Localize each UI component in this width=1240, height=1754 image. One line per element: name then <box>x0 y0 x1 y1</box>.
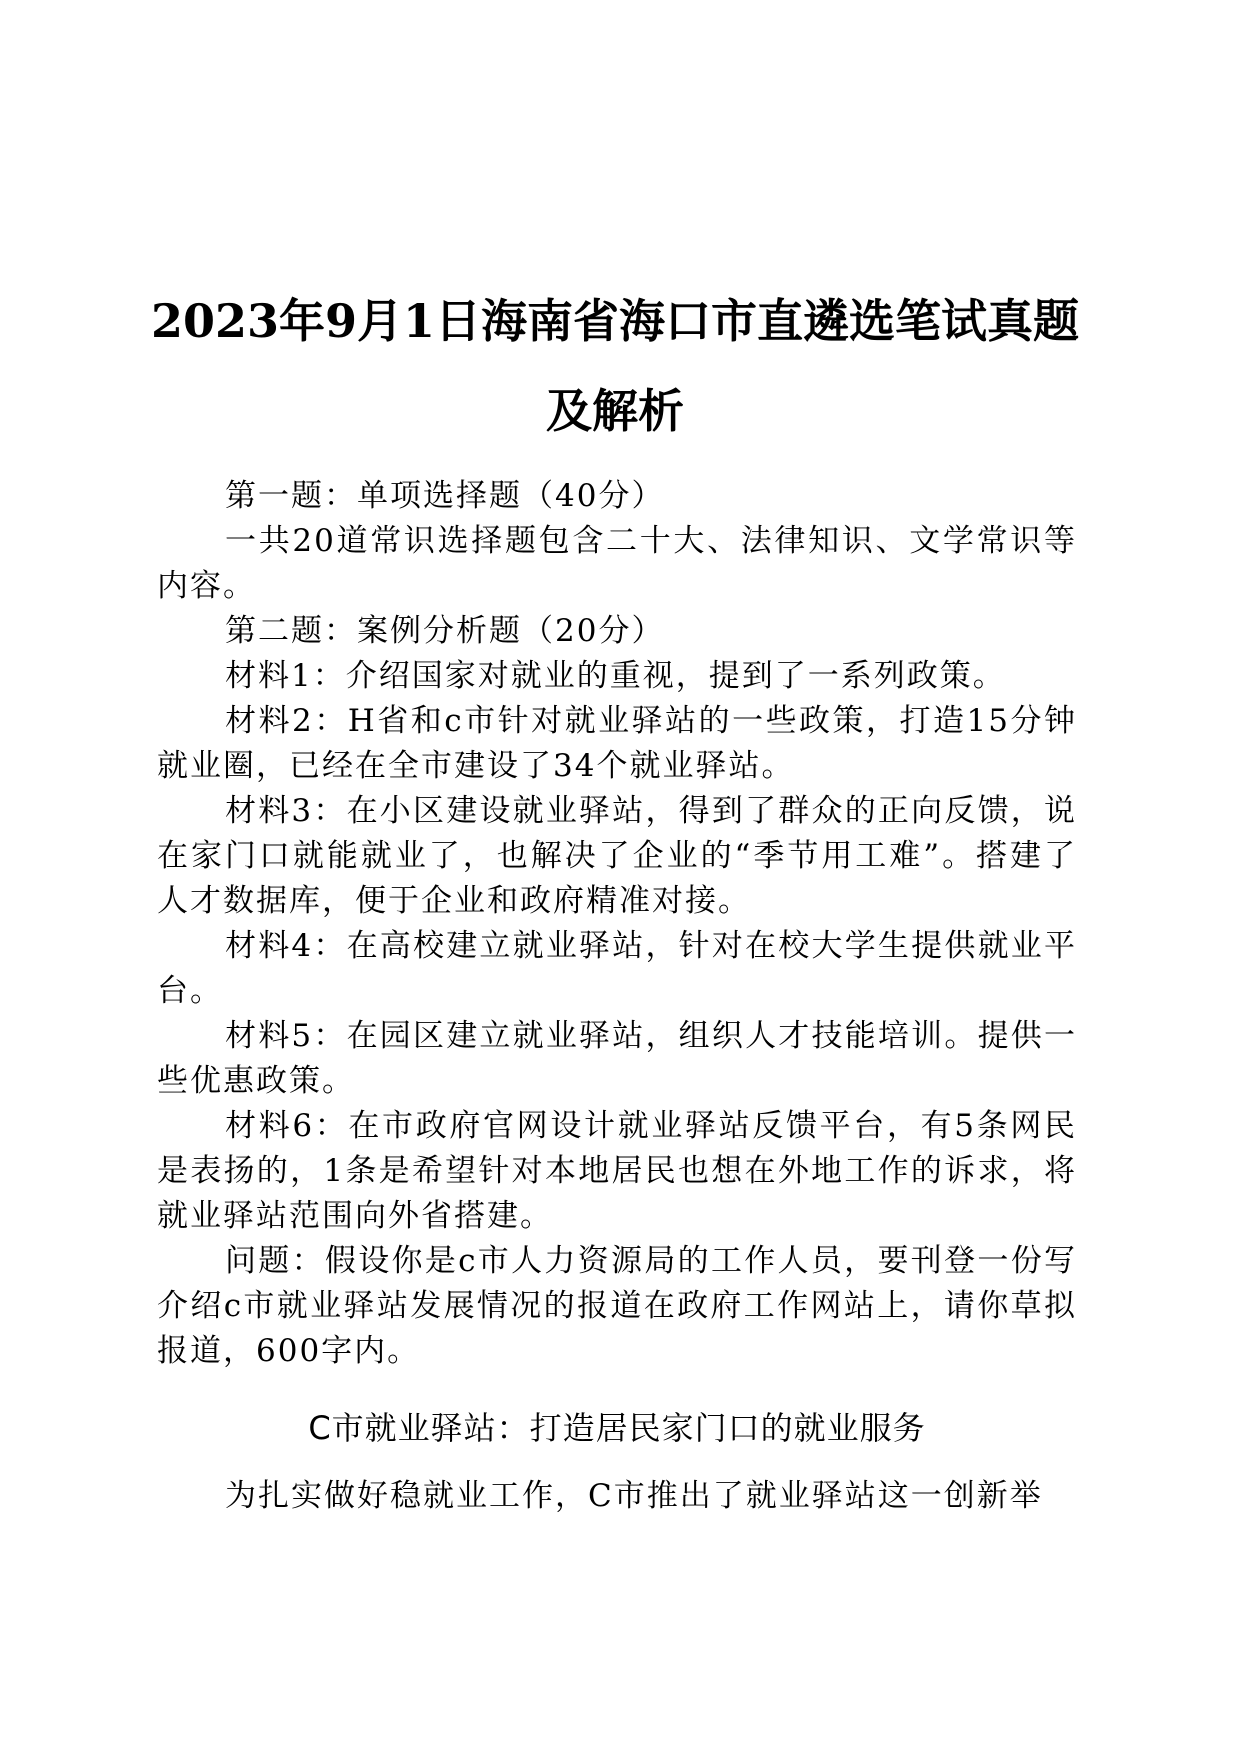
paragraph-material-6: 材料6：在市政府官网设计就业驿站反馈平台，有5条网民是表扬的，1条是希望针对本地居民也想在外地工作的诉求，将就业驿站范围向外省搭建。 <box>157 1108 1077 1234</box>
paragraph-material-2: 材料2：H省和c市针对就业驿站的一些政策，打造15分钟就业圈，已经在全市建设了34个就业驿站。 <box>157 703 1077 784</box>
document-body-continued <box>157 1474 1077 1519</box>
paragraph-question-2: 第二题：案例分析题（20分） <box>225 613 665 649</box>
paragraph-question-1-desc: 一共20道常识选择题包含二十大、法律知识、文学常识等内容。 <box>157 523 1077 604</box>
document-title-line-1: 2023年9月1日海南省海口市直遴选笔试真题 <box>150 293 1080 348</box>
document-title-line-2: 及解析 <box>546 383 684 438</box>
paragraph-material-5: 材料5：在园区建立就业驿站，组织人才技能培训。提供一些优惠政策。 <box>157 1018 1077 1099</box>
paragraph-material-3: 材料3：在小区建设就业驿站，得到了群众的正向反馈，说在家门口就能就业了，也解决了企业的“季节用工难”。搭建了人才数据库，便于企业和政府精准对接。 <box>157 793 1077 919</box>
section-heading: C市就业驿站：打造居民家门口的就业服务 <box>308 1409 926 1447</box>
paragraph-question-1: 第一题：单项选择题（40分） <box>225 478 665 514</box>
paragraph-answer-intro: 为扎实做好稳就业工作，C市推出了就业驿站这一创新举 <box>225 1478 1043 1514</box>
paragraph-question-prompt: 问题：假设你是c市人力资源局的工作人员，要刊登一份写介绍c市就业驿站发展情况的报道在政府工作网站上，请你草拟报道，600字内。 <box>157 1243 1077 1369</box>
paragraph-material-4: 材料4：在高校建立就业驿站，针对在校大学生提供就业平台。 <box>157 928 1077 1009</box>
document-body <box>157 474 1077 1374</box>
paragraph-material-1: 材料1：介绍国家对就业的重视，提到了一系列政策。 <box>225 658 1006 694</box>
